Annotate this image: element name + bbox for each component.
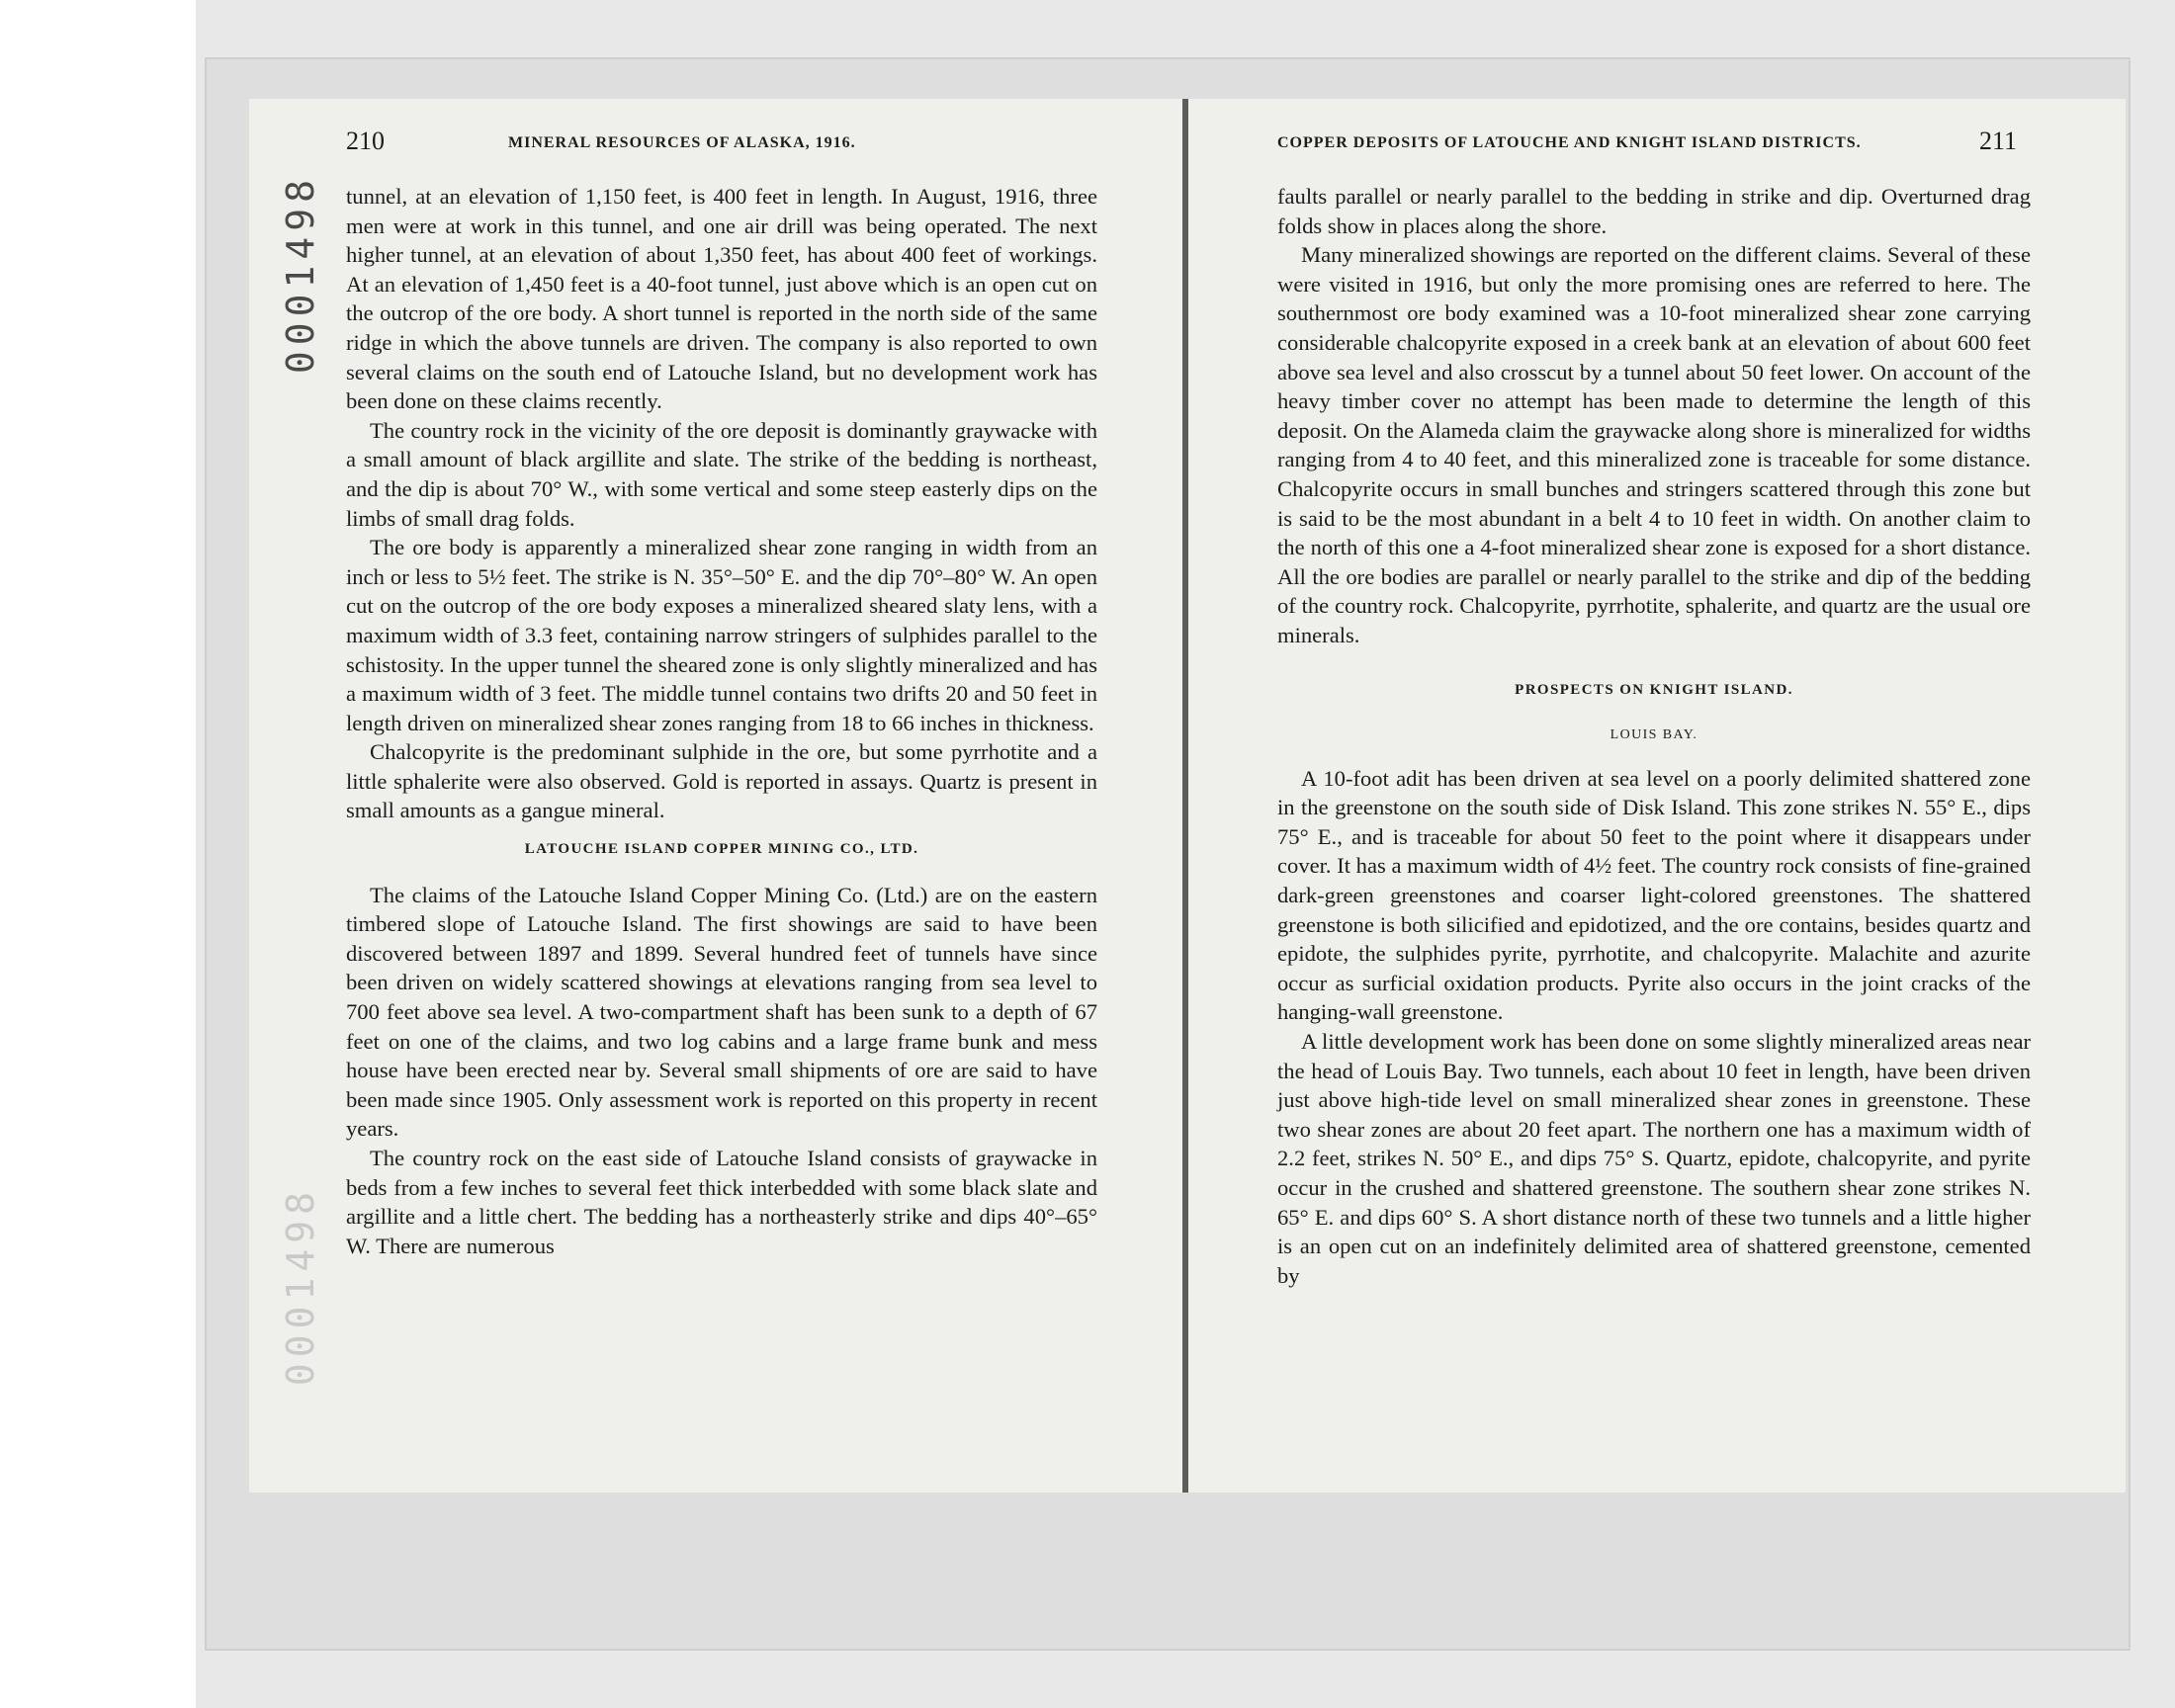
right-running-head: COPPER DEPOSITS OF LATOUCHE AND KNIGHT ISLAND DISTRICTS. [1277, 134, 1862, 151]
subsection-heading: LOUIS BAY. [1610, 727, 1698, 743]
paragraph: The ore body is apparently a mineralized shear zone ranging in width from an inch or less to 5½ feet. The strike is N. 35°–50° E. and the dip 70°–80° W. An open cut on the outcrop of the ore body exposes a mineralized sheared slaty lens, with a maximum width of 3.3 feet, containing narrow stringers of sulphides parallel to the schistosity. In the upper tunnel the sheared zone is only slightly mineralized and has a maximum width of 3 feet. The middle tunnel contains two drifts 20 and 50 feet in length driven on mineralized shear zones ranging from 18 to 66 inches in thickness. [346, 535, 1097, 735]
paragraph: The country rock in the vicinity of the ore deposit is dominantly graywacke with a small amount of black argillite and slate. The strike of the bedding is northeast, and the dip is about 70° W., with some vertical and some steep easterly dips on the limbs of small drag folds. [346, 417, 1097, 531]
section-heading: LATOUCHE ISLAND COPPER MINING CO., LTD. [524, 841, 919, 858]
faded-margin-stamp: 0001498 [279, 1186, 322, 1387]
paragraph: tunnel, at an elevation of 1,150 feet, is 400 feet in length. In August, 1916, three men were at work in this tunnel, and one air drill was being operated. The next higher tunnel, at an elevation of about 1,350 feet, has about 400 feet of workings. At an elevation of 1,450 feet is a 40-foot tunnel, just above which is an open cut on the outcrop of the ore body. A short tunnel is reported in the north side of the same ridge in which the above tunnels are driven. The company is also reported to own several claims on the south end of Latouche Island, but no development work has been done on these claims recently. [346, 184, 1097, 414]
section-heading: PROSPECTS ON KNIGHT ISLAND. [1515, 681, 1793, 698]
left-page-number: 210 [346, 127, 385, 155]
paragraph: A 10-foot adit has been driven at sea level on a poorly delimited shattered zone in the greenstone on the south side of Disk Island. This zone strikes N. 55° E., dips 75° E., and is traceable for about 50 feet to the point where it disappears under cover. It has a maximum width of 4½ feet. The country rock consists of fine-grained dark-green greenstones and coarser light-colored greenstones. The shattered greenstone is both silicified and epidotized, and the ore contains, besides quartz and epidote, the sulphides pyrite, pyrrhotite, and chalcopyrite. Malachite and azurite occur as surficial oxidation products. Pyrite also occurs in the joint cracks of the hanging-wall greenstone. [1277, 765, 2031, 1025]
right-page [1188, 99, 2126, 1493]
left-running-head: MINERAL RESOURCES OF ALASKA, 1916. [508, 134, 856, 151]
margin-stamp-number: 0001498 [279, 174, 322, 375]
paragraph: A little development work has been done on some slightly mineralized areas near the head of Louis Bay. Two tunnels, each about 10 feet in length, have been driven just above high-tide level on small mineralized shear zones in greenstone. These two shear zones are about 20 feet apart. The northern one has a maximum width of 2.2 feet, strikes N. 50° E., and dips 75° S. Quartz, epidote, chalcopyrite, and pyrite occur in the crushed and shattered greenstone. The southern shear zone strikes N. 65° E. and dips 60° S. A short distance north of these two tunnels and a little higher is an open cut on an indefinitely delimited area of shattered greenstone, cemented by [1277, 1029, 2031, 1288]
left-page-body [346, 182, 1097, 1260]
paragraph: faults parallel or nearly parallel to the bedding in strike and dip. Overturned drag folds show in places along the shore. [1277, 184, 2031, 238]
left-page [249, 99, 1182, 1493]
paragraph: The country rock on the east side of Latouche Island consists of graywacke in beds from a few inches to several feet thick interbedded with some black slate and argillite and a little chert. The bedding has a northeasterly strike and dips 40°–65° W. There are numerous [346, 1146, 1097, 1258]
paragraph: Many mineralized showings are reported on the different claims. Several of these were visited in 1916, but only the more promising ones are referred to here. The southernmost ore body examined was a 10-foot mineralized shear zone carrying considerable chalcopyrite exposed in a creek bank at an elevation of about 600 feet above sea level and also crosscut by a tunnel about 50 feet lower. On account of the heavy timber cover no attempt has been made to determine the length of this deposit. On the Alameda claim the graywacke along shore is mineralized for widths ranging from 4 to 40 feet, and this mineralized zone is traceable for some distance. Chalcopyrite occurs in small bunches and stringers scattered through this zone but is said to be the most abundant in a belt 4 to 10 feet in width. On another claim to the north of this one a 4-foot mineralized shear zone is exposed for a short distance. All the ore bodies are parallel or nearly parallel to the strike and dip of the bedding of the country rock. Chalcopyrite, pyrrhotite, sphalerite, and quartz are the usual ore minerals. [1277, 242, 2031, 647]
paragraph: Chalcopyrite is the predominant sulphide in the ore, but some pyrrhotite and a little sphalerite were also observed. Gold is reported in assays. Quartz is present in small amounts as a gangue mineral. [346, 739, 1097, 823]
paragraph: The claims of the Latouche Island Copper Mining Co. (Ltd.) are on the eastern timbered slope of Latouche Island. The first showings are said to have been discovered between 1897 and 1899. Several hundred feet of tunnels have since been driven on widely scattered showings at elevations ranging from sea level to 700 feet above sea level. A two-compartment shaft has been sunk to a depth of 67 feet on one of the claims, and two log cabins and a large frame bunk and mess house have been erected near by. Several small shipments of ore are said to have been made since 1905. Only assessment work is reported on this property in recent years. [346, 882, 1097, 1142]
right-page-number: 211 [1979, 127, 2018, 155]
right-page-body [1277, 182, 2031, 1290]
